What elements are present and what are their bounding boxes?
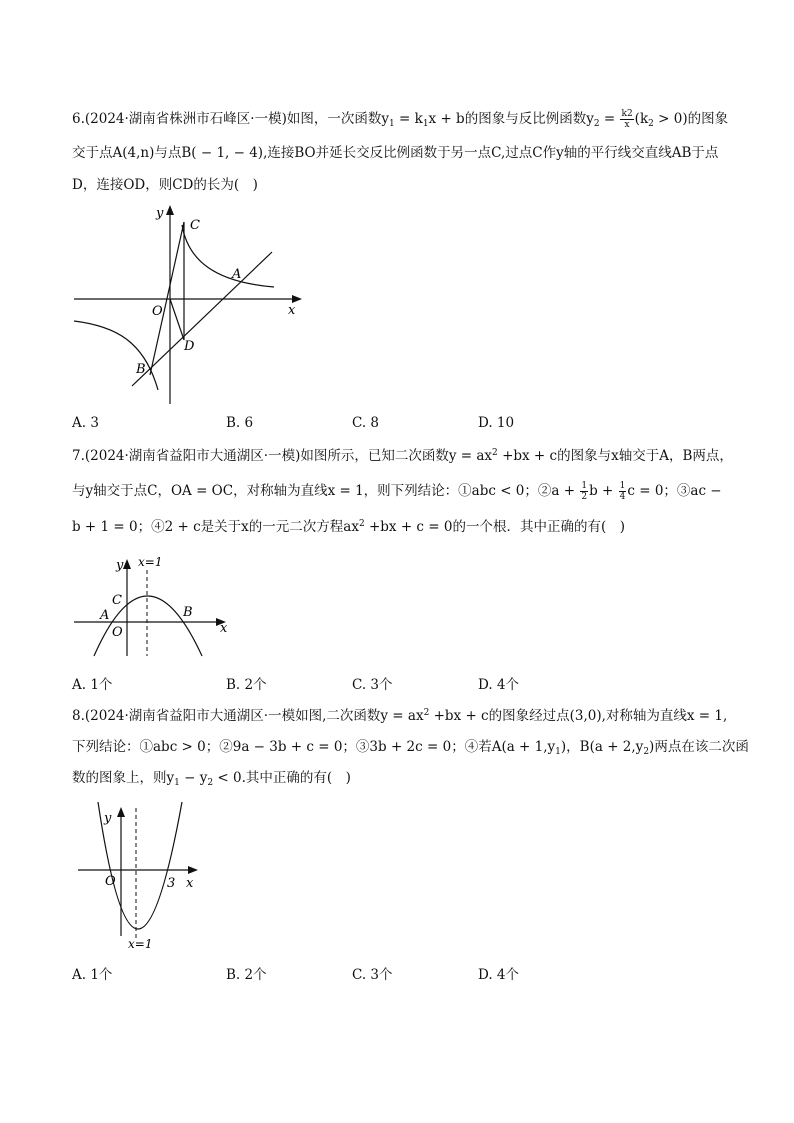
q8-option-d[interactable]: D. 4个 (478, 967, 520, 983)
q7-label-b: B (183, 605, 193, 620)
q6-stem-line3: D，连接OD，则CD的长为( ) (72, 177, 258, 193)
q6-label-o: O (152, 304, 163, 319)
q8-x-arrow-icon (188, 866, 198, 874)
q8-figure-parabola (74, 800, 204, 952)
q6-line-ab (132, 252, 272, 386)
q6-option-b[interactable]: B. 6 (226, 415, 254, 431)
k2-over-x-fraction: $\frac{k2}{x}$ (621, 109, 633, 130)
q7-option-c[interactable]: C. 3个 (352, 677, 393, 693)
q8-label-axis: x=1 (128, 937, 153, 951)
q6-figure-hyperbola-line (74, 200, 306, 406)
q8-stem-line1: 8.(2024·湖南省益阳市大通湖区·一模如图,二次函数$y = ax^2 +bx + c$的图象经过点(3,0),对称轴为直线x = 1, (72, 708, 728, 724)
q8-stem-line3: 数的图象上，则$y_1 - y_2 < 0$.其中正确的有( ) (72, 770, 351, 788)
q8-stem-line2: 下列结论：①abc > 0；②9a − 3b + c = 0；③3b + 2c = 0；④若$A(a + 1,y_1)$，$B(a + 2,y_2)$两点在该二次函 (72, 739, 749, 757)
q8-y-arrow-icon (117, 807, 125, 817)
q8-label-three: 3 (167, 876, 176, 891)
q7-stem-line3: b + 1 = 0；④2 + c是关于x的一元二次方程$ax^2 +bx + c = 0$的一个根．其中正确的有( ) (72, 519, 626, 535)
q8-option-a[interactable]: A. 1个 (72, 967, 113, 983)
q6-hyperbola-branch-right (182, 225, 274, 287)
q7-figure-parabola (72, 552, 234, 662)
q6-label-x: x (288, 303, 296, 318)
q6-option-c[interactable]: C. 8 (352, 415, 380, 431)
q6-segment-od (170, 299, 184, 340)
q7-label-o: O (112, 625, 123, 640)
q7-y-arrow-icon (123, 559, 131, 569)
q7-option-b[interactable]: B. 2个 (226, 677, 267, 693)
q8-label-o: O (105, 874, 116, 889)
q6-option-a[interactable]: A. 3 (72, 415, 99, 431)
q6-stem-line2: 交于点A(4,n)与点B( − 1, − 4),连接BO并延长交反比例函数于另一点C,过点C作y轴的平行线交直线AB于点 (72, 145, 719, 161)
q7-option-a[interactable]: A. 1个 (72, 677, 113, 693)
q7-stem-line2: 与y轴交于点C，OA = OC，对称轴为直线x = 1，则下列结论：①abc < 0；②a + $\frac{1}{2}$ b + $\frac{1}{4}$ c = 0；③ac − (72, 481, 722, 502)
q7-stem-line1: 7.(2024·湖南省益阳市大通湖区·一模)如图所示，已知二次函数$y = ax^2 +bx + c$的图象与x轴交于A，B两点， (72, 448, 733, 464)
q7-label-a: A (100, 608, 110, 623)
q8-label-y: y (104, 811, 112, 826)
q7-label-c: C (112, 593, 122, 608)
q6-label-a: A (232, 267, 242, 282)
q6-stem-line1: 6.(2024·湖南省株洲市石峰区·一模)如图，一次函数$y_1 = k_1x + b$的图象与反比例函数$y_2$ = $\frac{k2}{x}$ $(k_2 > 0)$的图象 (72, 109, 729, 130)
q7-label-x: x (220, 621, 228, 636)
q8-option-b[interactable]: B. 2个 (226, 967, 267, 983)
q7-label-y: y (116, 558, 124, 573)
q6-label-c: C (190, 218, 200, 233)
q8-label-x: x (186, 876, 194, 891)
q6-label-d: D (184, 339, 195, 354)
q6-option-d[interactable]: D. 10 (478, 415, 515, 431)
q8-option-c[interactable]: C. 3个 (352, 967, 393, 983)
q6-hyperbola-branch-left (74, 321, 158, 390)
q6-label-b: B (136, 362, 146, 377)
q7-option-d[interactable]: D. 4个 (478, 677, 520, 693)
one-half-fraction: $\frac{1}{2}$ (581, 481, 588, 502)
q6-label-y: y (156, 206, 164, 221)
one-quarter-fraction: $\frac{1}{4}$ (619, 481, 626, 502)
q7-label-axis: x=1 (138, 555, 163, 569)
q6-x-arrow-icon (292, 295, 302, 303)
q6-y-arrow-icon (166, 205, 174, 215)
